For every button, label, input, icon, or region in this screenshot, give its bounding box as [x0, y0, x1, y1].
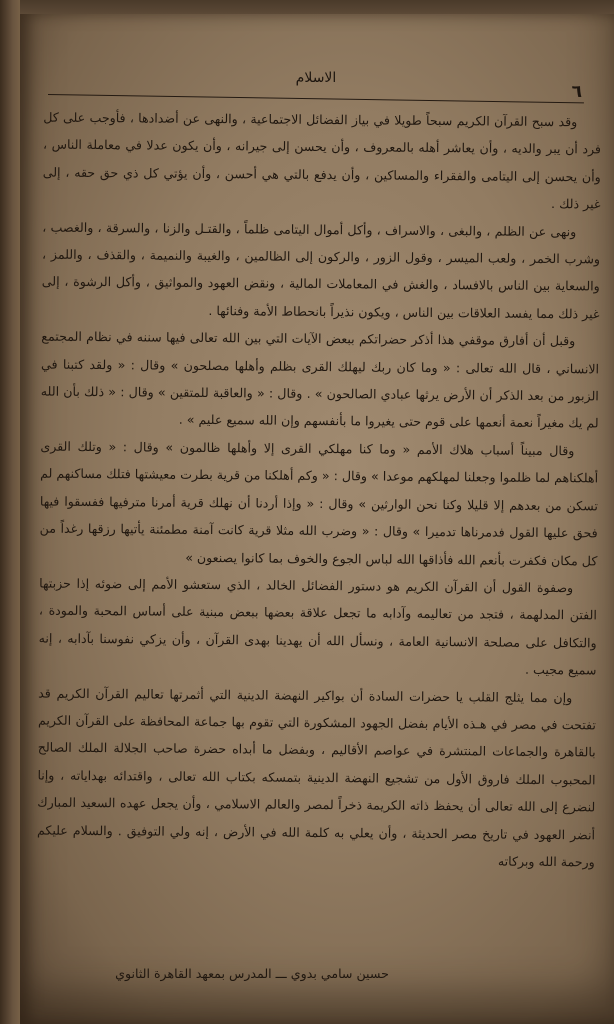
paragraph-summary: وصفوة القول أن القرآن الكريم هو دستور الفضائل الخالد ، الذي ستعشو الأمم إلى ضوئه إذا حزبتها الفتن المدلهمة ، فتجد من تعاليمه وآدابه ما تجعل علاقة بعضها ببعض مبنية على أساس المحبة والمودة ، والتكافل على مصلحة الانسانية العامة ، ونسأل الله أن يهدينا بهدى القرآن ، وأن يزكي نفوسنا بآدابه ، إنه سميع مجيب .: [38, 575, 597, 678]
book-spine-shadow: [0, 0, 22, 1024]
author-name: حسين سامي بدوي: [290, 966, 389, 981]
paragraph-closing: وإن مما يثلج القلب يا حضرات السادة أن بواكير النهضة الدينية التي أثمرتها تعاليم القرآن الكريم قد تفتحت في مصر في هـذه الأيام بفضل الجهود المشكورة التي تقوم بها جماعة المحافظة على القرآن الكريم بالقاهرة والجماعات المنتشرة في عواصم الأقاليم ، وبفضل ما أبداه حضرة صاحب الجلالة الملك الصالح المحبوب الملك فاروق الأول من تشجيع النهضة الدينية بتمسكه بكتاب الله تعالى ، واقتدائه بهداياته ، وإنا لنضرع إلى الله تعالى أن يحفظ ذاته الكريمة ذخراً لمصر والعالم الاسلامي ، وأن يجعل عهده السعيد المبارك أنضر العهود في تاريخ مصر الحديثة ، وأن يعلي به كلمة الله في الأرض ، إنه ولي التوفيق . والسلام عليكم ورحمة الله وبركاته: [36, 685, 597, 870]
paragraph-prohibitions: ونهى عن الظلم ، والبغى ، والاسراف ، وأكل أموال اليتامى ظلماً ، والقتـل والزنا ، والسرقة ، والغصب ، وشرب الخمر ، ولعب الميسر ، وقول الزور ، والركون إلى الظالمين ، والغيبة والنميمة ، والقذف ، واللمز ، والسعاية بين الناس بالافساد ، والغش في المعاملات المالية ، ونقض العهود والمواثيق ، وأكل الرشوة ، إلى غير ذلك مما يفسد العلاقات بين الناس ، ويكون نذيراً بانحطاط الأمة وفنائها .: [41, 219, 601, 322]
paragraph-virtues: وقد سبح القرآن الكريم سبحاً طويلا في بياز الفضائل الاجتماعية ، والنهى عن أضدادها ، فأوجب على كل فرد أن يبر والديه ، وأن يعاشر أهله بالمعروف ، وأن يحسن إلى جيرانه ، وأن يكون عدلا في معاملة الناس ، وأن يحسن إلى اليتامى والفقراء والمساكين ، وأن يدفع بالتي هي أحسن ، وأن يؤتي كل ذي حق حقه ، إلى غير ذلك .: [42, 109, 602, 212]
header-rule: [48, 94, 584, 103]
running-header: [28, 66, 604, 106]
signature-separator: ـــ: [275, 966, 287, 981]
paragraph-destruction-of-nations: وقال مبيناً أسباب هلاك الأمم « وما كنا مهلكي القرى إلا وأهلها ظالمون » وقال : « وتلك القرى أهلكناهم لما ظلموا وجعلنا لمهلكهم موعدا » وقال : « وكم أهلكنا من قرية بطرت معيشتها فتلك مساكنهم لم تسكن من بعدهم إلا قليلا وكنا نحن الوارثين » وقال : « وإذا أردنا أن نهلك قرية أمرنا مترفيها ففسقوا فيها فحق عليها القول فدمرناها تدميرا » وقال : « وضرب الله مثلا قرية كانت آمنة مطمئنة يأتيها رزقها رغداً من كل مكان فكفرت بأنعم الله فأذاقها الله لباس الجوع والخوف بما كانوا يصنعون »: [39, 438, 599, 568]
page-number: ٦: [571, 82, 582, 102]
author-signature: [100, 962, 404, 986]
author-role: المدرس بمعهد القاهرة الثانوي: [115, 966, 272, 981]
header-title: الاسلام: [295, 70, 337, 86]
article-body: [37, 104, 602, 876]
paragraph-divine-laws: وقبل أن أفارق موقفي هذا أذكر حضراتكم ببعض الآيات التي بين الله تعالى فيها سننه في نظام المجتمع الانساني ، قال الله تعالى : « وما كان ربك ليهلك القرى بظلم وأهلها مصلحون » وقال : « ولقد كتبنا في الزبور من بعد الذكر أن الأرض يرثها عبادي الصالحون » . وقال : « والعاقبة للمتقين » وقال : « ذلك بأن الله لم يك مغيراً نعمة أنعمها على قوم حتى يغيروا ما بأنفسهم وإن الله سميع عليم » .: [40, 328, 600, 431]
